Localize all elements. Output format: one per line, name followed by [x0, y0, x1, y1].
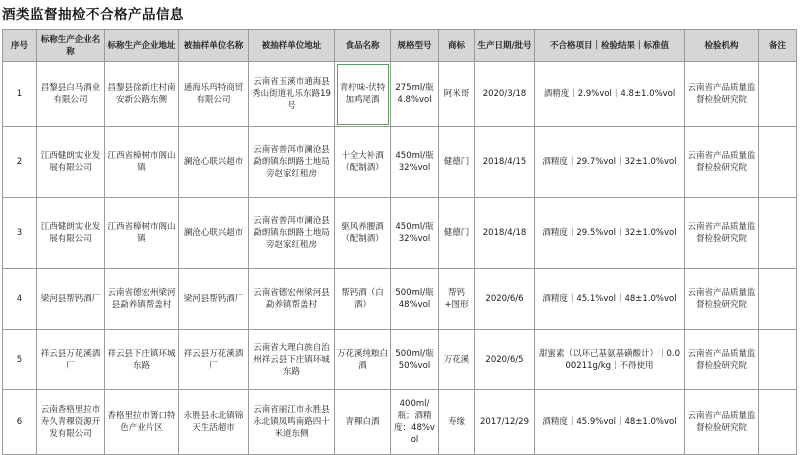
- column-header-producer: 标称生产企业名称: [37, 30, 105, 62]
- production-date: 2017/12/29: [475, 390, 535, 455]
- production-date: 2018/4/18: [475, 198, 535, 269]
- column-header-unqualified-item: 不合格项目｜检验结果｜标准值: [535, 30, 685, 62]
- food-name: 万花溪纯粮白酒: [335, 330, 391, 390]
- testing-agency: 云南省产品质量监督检验研究院: [685, 390, 759, 455]
- page-title: 酒类监督抽检不合格产品信息: [2, 7, 184, 23]
- food-name: 十全大补酒（配制酒）: [335, 127, 391, 198]
- table-header-row: [3, 30, 797, 62]
- column-header-note: 备注: [759, 30, 797, 62]
- column-header-producer-address: 标称生产企业地址: [105, 30, 179, 62]
- row-number: 2: [3, 127, 37, 198]
- spec: 450ml/瓶32%vol: [391, 198, 439, 269]
- producer-name: 昌黎县白马酒业有限公司: [37, 62, 105, 127]
- producer-address: 香格里拉市箐口特色产业片区: [105, 390, 179, 455]
- testing-agency: 云南省产品质量监督检验研究院: [685, 269, 759, 330]
- column-header-production-date: 生产日期/批号: [475, 30, 535, 62]
- sampled-unit-name: 梁河县帮钙酒厂: [179, 269, 249, 330]
- table-body: [3, 62, 797, 455]
- unqualified-item: 甜蜜素（以环己基氨基磺酸计）｜0.000211g/kg｜不得使用: [535, 330, 685, 390]
- testing-agency: 云南省产品质量监督检验研究院: [685, 127, 759, 198]
- production-date: 2020/6/5: [475, 330, 535, 390]
- production-date: 2020/6/6: [475, 269, 535, 330]
- testing-agency: 云南省产品质量监督检验研究院: [685, 330, 759, 390]
- sampled-unit-name: 永胜县永北镇锦天生活超市: [179, 390, 249, 455]
- producer-address: 江西省樟树市阁山镇: [105, 198, 179, 269]
- producer-name: 祥云县万花溪酒厂: [37, 330, 105, 390]
- food-name: 帮钙酒（白酒）: [335, 269, 391, 330]
- sampled-unit-address: 云南省大理白族自治州祥云县下庄镇环城东路: [249, 330, 335, 390]
- producer-name: 梁河县帮钙酒厂: [37, 269, 105, 330]
- unqualified-products-table: [2, 29, 797, 455]
- unqualified-item: 酒精度｜45.1%vol｜48±1.0%vol: [535, 269, 685, 330]
- testing-agency: 云南省产品质量监督检验研究院: [685, 62, 759, 127]
- spec: 400ml/瓶；酒精度：48%vol: [391, 390, 439, 455]
- sampled-unit-address: 云南省德宏州梁河县勐养镇帮盖村: [249, 269, 335, 330]
- column-header-food-name: 食品名称: [335, 30, 391, 62]
- sampled-unit-address: 云南省普洱市澜沧县勐朗镇东朗路土地局旁赵家红租房: [249, 127, 335, 198]
- testing-agency: 云南省产品质量监督检验研究院: [685, 198, 759, 269]
- producer-name: 江西健朗实业发展有限公司: [37, 198, 105, 269]
- table-row: [3, 330, 797, 390]
- column-header-agency: 检验机构: [685, 30, 759, 62]
- food-name: 驱风养腰酒（配制酒）: [335, 198, 391, 269]
- table-row: [3, 269, 797, 330]
- producer-name: 江西健朗实业发展有限公司: [37, 127, 105, 198]
- unqualified-item: 酒精度｜45.9%vol｜48±1.0%vol: [535, 390, 685, 455]
- food-name: 青柠味-伏特加鸡尾酒: [335, 62, 391, 127]
- spec: 275ml/瓶4.8%vol: [391, 62, 439, 127]
- table-row: [3, 62, 797, 127]
- producer-address: 祥云县下庄镇环城东路: [105, 330, 179, 390]
- row-number: 3: [3, 198, 37, 269]
- producer-address: 云南省德宏州梁河县勐养镇帮盖村: [105, 269, 179, 330]
- producer-name: 云南香格里拉市寿久青稞资源开发有限公司: [37, 390, 105, 455]
- sampled-unit-address: 云南省普洱市澜沧县勐朗镇东朗路土地局旁赵家红租房: [249, 198, 335, 269]
- unqualified-item: 酒精度｜29.7%vol｜32±1.0%vol: [535, 127, 685, 198]
- sampled-unit-name: 澜沧心联兴超市: [179, 198, 249, 269]
- note: [759, 390, 797, 455]
- sampled-unit-address: 云南省丽江市永胜县永北镇凤鸣南路四十米道东侧: [249, 390, 335, 455]
- row-number: 5: [3, 330, 37, 390]
- spec: 450ml/瓶32%vol: [391, 127, 439, 198]
- table-row: [3, 198, 797, 269]
- brand: 帮钙+图形: [439, 269, 475, 330]
- note: [759, 330, 797, 390]
- brand: 万花溪: [439, 330, 475, 390]
- spec: 500ml/瓶50%vol: [391, 330, 439, 390]
- note: [759, 127, 797, 198]
- column-header-sampled-address: 被抽样单位地址: [249, 30, 335, 62]
- spec: 500ml/瓶48%vol: [391, 269, 439, 330]
- production-date: 2018/4/15: [475, 127, 535, 198]
- sampled-unit-name: 通海乐玛特商贸有限公司: [179, 62, 249, 127]
- table-row: [3, 390, 797, 455]
- food-name: 青稞白酒: [335, 390, 391, 455]
- producer-address: 江西省樟树市阁山镇: [105, 127, 179, 198]
- column-header-no: 序号: [3, 30, 37, 62]
- producer-address: 昌黎县徐新庄村南安新公路东侧: [105, 62, 179, 127]
- row-number: 1: [3, 62, 37, 127]
- brand: 寿缘: [439, 390, 475, 455]
- note: [759, 198, 797, 269]
- column-header-sampled-unit: 被抽样单位名称: [179, 30, 249, 62]
- note: [759, 269, 797, 330]
- brand: 阿米哥: [439, 62, 475, 127]
- sampled-unit-name: 祥云县万花溪酒厂: [179, 330, 249, 390]
- brand: 健德门: [439, 198, 475, 269]
- sampled-unit-name: 澜沧心联兴超市: [179, 127, 249, 198]
- row-number: 6: [3, 390, 37, 455]
- row-number: 4: [3, 269, 37, 330]
- table-row: [3, 127, 797, 198]
- sampled-unit-address: 云南省玉溪市通海县秀山街道礼乐东路19号: [249, 62, 335, 127]
- production-date: 2020/3/18: [475, 62, 535, 127]
- column-header-spec: 规格型号: [391, 30, 439, 62]
- column-header-brand: 商标: [439, 30, 475, 62]
- brand: 健德门: [439, 127, 475, 198]
- note: [759, 62, 797, 127]
- unqualified-item: 酒精度｜29.5%vol｜32±1.0%vol: [535, 198, 685, 269]
- unqualified-item: 酒精度｜2.9%vol｜4.8±1.0%vol: [535, 62, 685, 127]
